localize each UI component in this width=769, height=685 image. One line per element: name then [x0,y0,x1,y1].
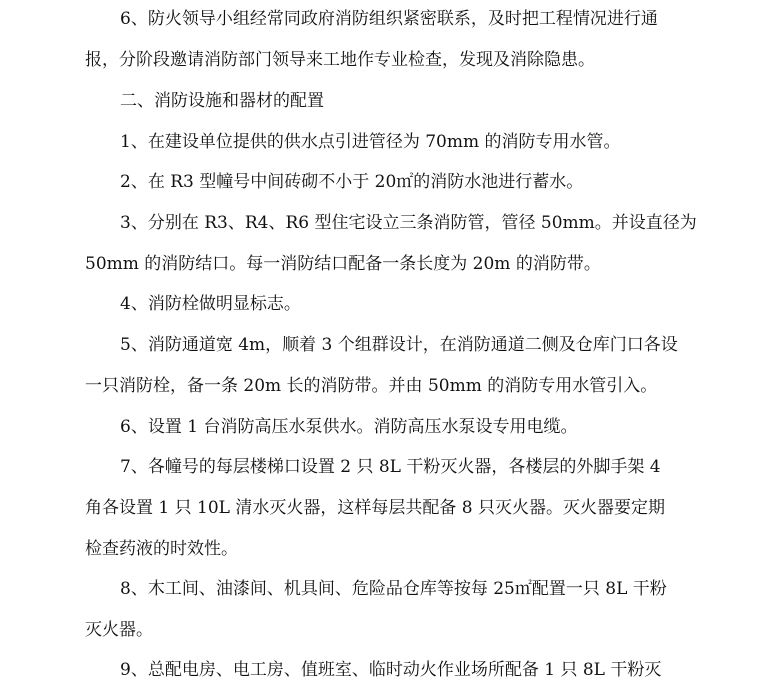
paragraph-line: 9、总配电房、电工房、值班室、临时动火作业场所配备 1 只 8L 干粉灭 [120,660,662,680]
paragraph-line: 4、消防栓做明显标志。 [120,294,301,314]
paragraph-line: 灭火器。 [85,620,153,640]
paragraph-line: 检查药液的时效性。 [85,539,238,559]
paragraph-line: 7、各幢号的每层楼梯口设置 2 只 8L 干粉灭火器，各楼层的外脚手架 4 [120,457,661,477]
paragraph-line: 5、消防通道宽 4m，顺着 3 个组群设计，在消防通道二侧及仓库门口各设 [120,335,678,355]
paragraph-line: 3、分别在 R3、R4、R6 型住宅设立三条消防管，管径 50mm。并设直径为 [120,213,697,233]
paragraph-line: 1、在建设单位提供的供水点引进管径为 70mm 的消防专用水管。 [120,132,621,152]
section-heading: 二、消防设施和器材的配置 [120,91,324,111]
paragraph-line: 8、木工间、油漆间、机具间、危险品仓库等按每 25㎡配置一只 8L 干粉 [120,579,667,599]
paragraph-line: 2、在 R3 型幢号中间砖砌不小于 20㎡的消防水池进行蓄水。 [120,172,584,192]
paragraph-line: 一只消防栓，备一条 20m 长的消防带。并由 50mm 的消防专用水管引入。 [85,376,658,396]
paragraph-line: 50mm 的消防结口。每一消防结口配备一条长度为 20m 的消防带。 [85,254,601,274]
paragraph-line: 角各设置 1 只 10L 清水灭火器，这样每层共配备 8 只灭火器。灭火器要定期 [85,498,665,518]
paragraph-line: 6、设置 1 台消防高压水泵供水。消防高压水泵设专用电缆。 [120,417,578,437]
paragraph-line: 报，分阶段邀请消防部门领导来工地作专业检查，发现及消除隐患。 [85,50,595,70]
paragraph-line: 6、防火领导小组经常同政府消防组织紧密联系，及时把工程情况进行通 [120,9,658,29]
